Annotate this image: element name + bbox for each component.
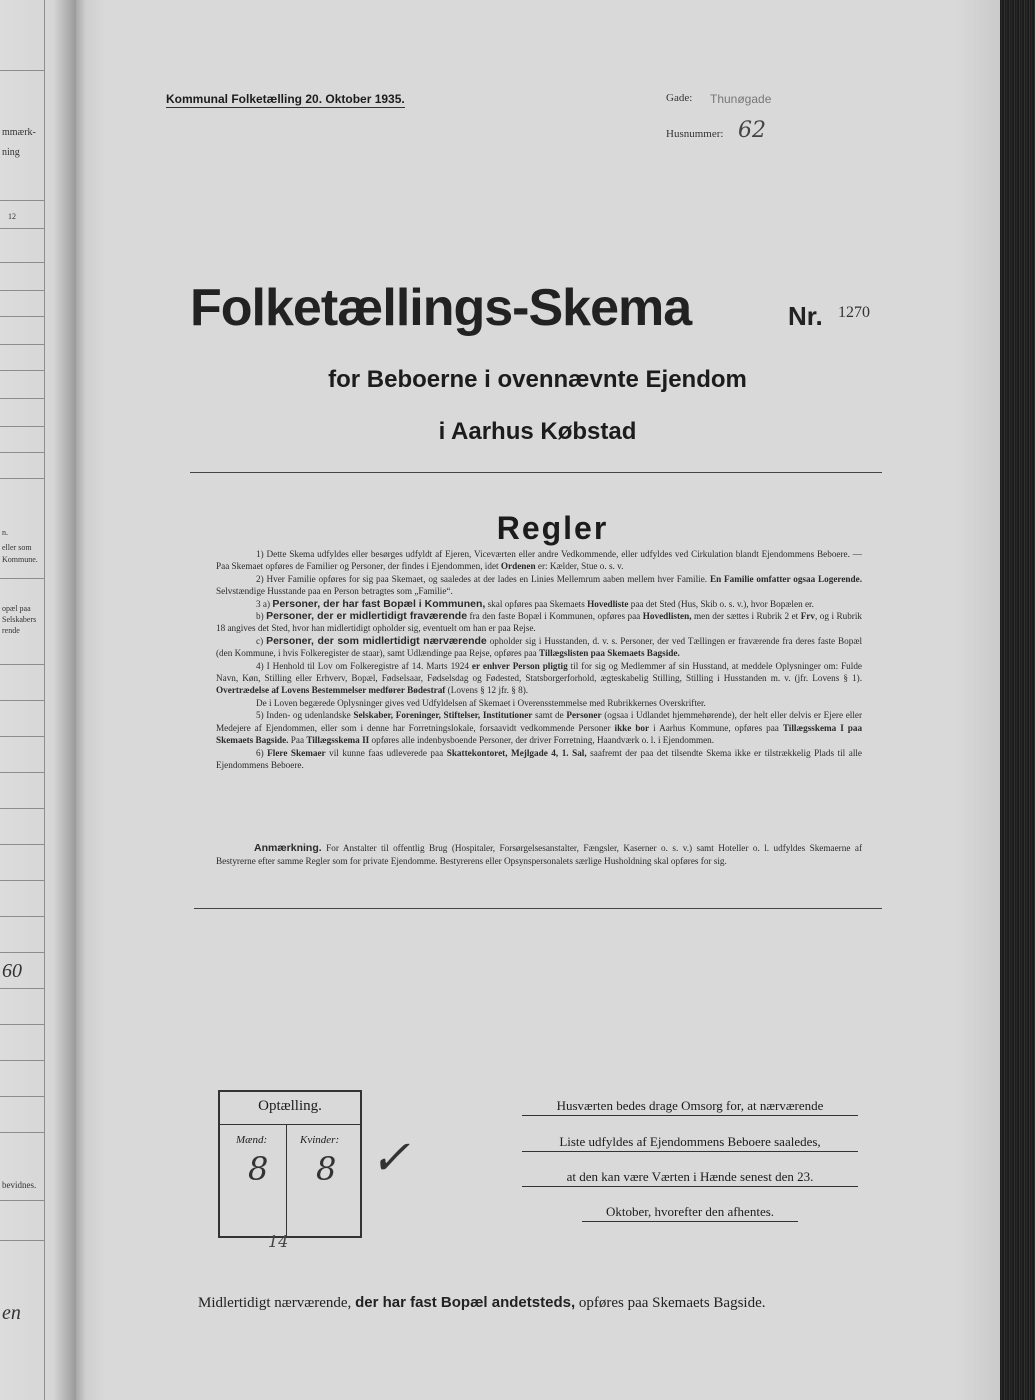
notice-line-4: Oktober, hvorefter den afhentes. xyxy=(582,1204,798,1222)
rule-3c: c) Personer, der som midlertidigt nærværende opholder sig i Husstanden, d. v. s. Personer, der ved Tællingen er fraværende fra deres faste Bopæl (den Kommune, i hvis Folkeregister de staar), samt Udlændinge paa Rejse, opføres paa Tillægslisten paa Skemaets Bagside. xyxy=(216,634,863,659)
left-page-text: mmærk- xyxy=(2,127,36,138)
census-header: Kommunal Folketælling 20. Oktober 1935. xyxy=(166,92,405,106)
street-label: Gade: xyxy=(666,92,693,104)
women-count: 8 xyxy=(316,1150,337,1188)
left-page-text: 12 xyxy=(8,212,16,221)
rule-1: 1) Dette Skema udfyldes eller besørges udfyldt af Ejeren, Viceværten eller andre Vedkommende, eller udfyldes ved Cirkulation blandt Ejendommens Beboere. — Paa Skemaet opføres de Familier og Personer, der findes i Ejendommen, idet Ordenen er: Kælder, Stue o. s. v. xyxy=(216,549,862,572)
rule-4b: De i Loven begærede Oplysninger gives ved Udfyldelsen af Skemaet i Overensstemmelse med Rubrikkernes Overskrifter. xyxy=(256,697,706,708)
remark-text: For Anstalter til offentlig Brug (Hospitaler, Forsørgelsesanstalter, Fængsler, Kaserner o. s. v.) samt Hoteller o. l. udfyldes Skemaerne af Bestyrerne efter samme Regler som for private Ejendomme. Bestyrerens eller Opsynspersonalets særlige Husholdning skal opføres for sig. xyxy=(216,843,863,866)
footer-note: Midlertidigt nærværende, der har fast Bopæl andetsteds, opføres paa Skemaets Bagside. xyxy=(198,1294,766,1311)
house-number-label: Husnummer: xyxy=(666,128,724,140)
book-edge xyxy=(1000,0,1035,1400)
left-page-fragment xyxy=(0,0,76,1400)
form-number-label: Nr. xyxy=(788,301,823,331)
rule-4: 4) I Henhold til Lov om Folkeregistre af 14. Marts 1924 er enhver Person pligtig til for sig og Medlemmer af sin Husstand, at meddele Oplysninger om: Fulde Navn, Køn, Stilling eller Erhverv, Bopæl, Fødselsaar, Fødselsdag og Fødested, Statsborgerforhold, ægteskabelig Stilling, Stilling i Husstanden m. v. (jfr. Lovens § 1). Overtrædelse af Lovens Bestemmelser medfører Bødestraf (Lovens § 12 jfr. § 8). xyxy=(216,660,863,696)
left-page-text: Selskabers xyxy=(2,615,37,624)
count-box xyxy=(218,1090,362,1238)
men-count: 8 xyxy=(248,1150,269,1188)
rule-3b: b) Personer, der er midlertidigt fraværende fra den faste Bopæl i Kommunen, opføres paa Hovedlisten, men der sættes i Rubrik 2 et Frv, og i Rubrik 18 angives det Sted, hvor han midlertidigt opholder sig, eventuelt om han er paa Rejse. xyxy=(216,610,862,634)
left-page-text: bevidnes. xyxy=(2,1180,37,1190)
notice-line-2: Liste udfyldes af Ejendommens Beboere saaledes, xyxy=(522,1134,858,1152)
men-label: Mænd: xyxy=(236,1134,268,1146)
total-count: 14 xyxy=(268,1232,289,1251)
form-title: Folketællings-Skema xyxy=(190,279,692,337)
form-number-value: 1270 xyxy=(838,304,870,321)
rule-2: 2) Hver Familie opføres for sig paa Skemaet, og saaledes at der lades en Linies Mellemrum aaben mellem hver Familie. En Familie omfatter ogsaa Logerende. Selvstændige Husstande paa en Person betragtes som „Familie“. xyxy=(216,573,862,597)
remark-label: Anmærkning. xyxy=(254,842,322,854)
left-page-text: ning xyxy=(2,147,20,158)
left-page-handwriting: 60 xyxy=(2,960,22,982)
rules-heading: Regler xyxy=(496,510,609,546)
left-page-handwriting: en xyxy=(2,1302,21,1324)
left-page-text: Kommune. xyxy=(2,555,38,564)
rule-6: 6) Flere Skemaer vil kunne faas udleverede paa Skattekontoret, Mejlgade 4, 1. Sal, saafremt der paa det tilsendte Skema ikke er tilstrækkelig Plads til alle Ejendommens Beboere. xyxy=(216,747,863,770)
rule-3a: 3 a) Personer, der har fast Bopæl i Kommunen, skal opføres paa Skemaets Hovedliste paa det Sted (Hus, Skib o. s. v.), hvor Bopælen er. xyxy=(256,597,814,610)
rules-body xyxy=(216,548,862,771)
left-page-text: n. xyxy=(2,528,8,537)
checkmark-icon: ✓ xyxy=(370,1130,411,1186)
women-label: Kvinder: xyxy=(300,1134,340,1146)
remark xyxy=(216,842,862,868)
notice-line-3: at den kan være Værten i Hænde senest den 23. xyxy=(522,1169,858,1187)
left-page-text: opæl paa xyxy=(2,604,31,613)
form-subtitle: for Beboerne i ovennævnte Ejendom xyxy=(328,366,747,393)
left-page-text: rende xyxy=(2,626,20,635)
street-value: Thunøgade xyxy=(710,92,772,106)
form-municipality: i Aarhus Købstad xyxy=(438,418,637,445)
notice-line-1: Husværten bedes drage Omsorg for, at nærværende xyxy=(522,1098,858,1116)
divider xyxy=(194,908,882,909)
left-page-text: eller som xyxy=(2,543,32,552)
rule-5: 5) Inden- og udenlandske Selskaber, Foreninger, Stiftelser, Institutioner samt de Personer (ogsaa i Udlandet hjemmehørende), der helt eller delvis er Ejere eller Medejere af Ejendommen, eller som i denne har Forretningslokale, forsaavidt vedkommende Personer ikke bor i Aarhus Kommune, opføres paa Tillægsskema I paa Skemaets Bagside. Paa Tillægsskema II opføres alle indenbysboende Personer, der driver Forretning, Haandværk o. l. i Ejendommen. xyxy=(216,710,863,746)
count-box-title: Optælling. xyxy=(258,1098,322,1114)
divider xyxy=(190,472,882,473)
house-number-value: 62 xyxy=(738,118,766,143)
